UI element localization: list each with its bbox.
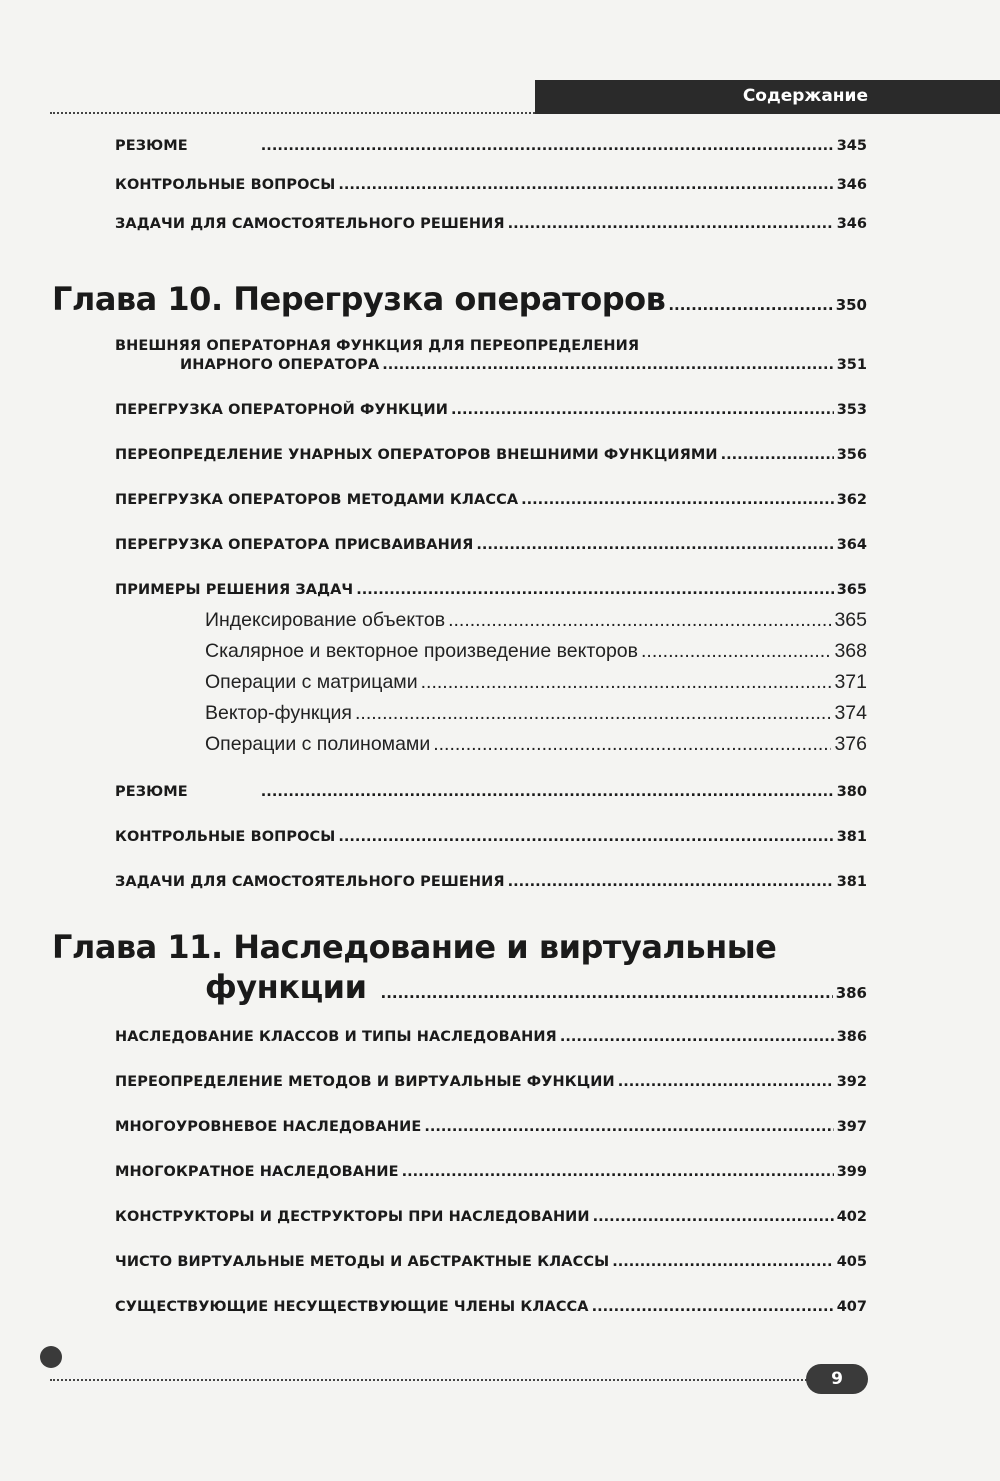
toc-entry-title: КОНТРОЛЬНЫЕ ВОПРОСЫ (115, 177, 336, 193)
toc-entry[interactable] (115, 1119, 867, 1135)
toc-entry[interactable] (115, 216, 867, 232)
toc-entry-title: ВНЕШНЯЯ ОПЕРАТОРНАЯ ФУНКЦИЯ ДЛЯ ПЕРЕОПРЕДЕЛЕНИЯ (115, 338, 640, 354)
toc-entry-title: РЕЗЮМЕ (115, 138, 188, 154)
toc-leader (261, 784, 834, 800)
toc-leader (612, 1254, 833, 1270)
toc-entry-page: 365 (836, 582, 867, 598)
running-header-title: Содержание (742, 86, 868, 106)
footer-bullet-icon (40, 1346, 62, 1368)
toc-entry-page: 399 (836, 1164, 867, 1180)
toc-leader (618, 1074, 834, 1090)
toc-leader (355, 702, 831, 725)
toc-leader (381, 984, 833, 1002)
toc-entry[interactable] (115, 138, 867, 154)
toc-leader (433, 733, 831, 756)
toc-subentry-title: Скалярное и векторное произведение векторов (205, 640, 638, 662)
header-dotted-rule (50, 112, 535, 114)
chapter-title: Глава 10. Перегрузка операторов (52, 280, 666, 318)
toc-entry-page: 381 (836, 874, 867, 890)
toc-entry-title: ПРИМЕРЫ РЕШЕНИЯ ЗАДАЧ (115, 582, 354, 598)
toc-entry-title: СУЩЕСТВУЮЩИЕ НЕСУЩЕСТВУЮЩИЕ ЧЛЕНЫ КЛАССА (115, 1299, 589, 1315)
toc-leader (338, 177, 833, 193)
toc-entry-page: 392 (836, 1074, 867, 1090)
toc-subentry-page: 376 (834, 733, 867, 755)
toc-entry[interactable] (115, 582, 867, 598)
chapter-11-title-line1[interactable]: Глава 11. Наследование и виртуальные (52, 928, 777, 966)
toc-entry-title: МНОГОУРОВНЕВОЕ НАСЛЕДОВАНИЕ (115, 1119, 422, 1135)
toc-entry-title: ПЕРЕГРУЗКА ОПЕРАТОРОВ МЕТОДАМИ КЛАССА (115, 492, 519, 508)
toc-subentry[interactable] (205, 640, 867, 663)
toc-entry[interactable] (115, 1299, 867, 1315)
toc-leader (356, 582, 833, 598)
toc-entry-page: 386 (836, 1029, 867, 1045)
toc-subentry-title: Индексирование объектов (205, 609, 446, 631)
toc-entry[interactable] (115, 1074, 867, 1090)
toc-entry[interactable] (115, 177, 867, 193)
toc-entry-page: 346 (836, 216, 867, 232)
toc-entry-title: ПЕРЕГРУЗКА ОПЕРАТОРНОЙ ФУНКЦИИ (115, 402, 449, 418)
toc-entry-page: 380 (836, 784, 867, 800)
toc-entry-page: 364 (836, 537, 867, 553)
toc-subentry[interactable] (205, 702, 867, 725)
toc-entry-title: РЕЗЮМЕ (115, 784, 188, 800)
chapter-page: 386 (835, 984, 867, 1002)
toc-leader (476, 537, 833, 553)
toc-subentry-page: 365 (834, 609, 867, 631)
toc-subentry-page: 371 (834, 671, 867, 693)
toc-leader (448, 609, 831, 632)
toc-entry-line1[interactable] (115, 338, 867, 354)
toc-entry[interactable] (115, 1209, 867, 1225)
toc-entry-title: КОНСТРУКТОРЫ И ДЕСТРУКТОРЫ ПРИ НАСЛЕДОВАНИИ (115, 1209, 590, 1225)
toc-subentry-title: Вектор-функция (205, 702, 352, 724)
chapter-11-heading[interactable] (205, 968, 867, 1006)
page-number: 9 (806, 1364, 868, 1394)
toc-leader (338, 829, 833, 845)
toc-entry-page: 356 (836, 447, 867, 463)
toc-entry-title: ЗАДАЧИ ДЛЯ САМОСТОЯТЕЛЬНОГО РЕШЕНИЯ (115, 874, 505, 890)
toc-entry-page: 405 (836, 1254, 867, 1270)
toc-entry[interactable] (115, 402, 867, 418)
toc-subentry-title: Операции с матрицами (205, 671, 418, 693)
toc-leader (593, 1209, 834, 1225)
toc-entry-page: 397 (836, 1119, 867, 1135)
toc-leader (261, 138, 834, 154)
toc-entry-page: 345 (836, 138, 867, 154)
toc-entry-page: 381 (836, 829, 867, 845)
toc-subentry-page: 374 (834, 702, 867, 724)
toc-leader (508, 216, 834, 232)
toc-entry-page: 362 (836, 492, 867, 508)
toc-leader (421, 671, 832, 694)
toc-entry-title: ЗАДАЧИ ДЛЯ САМОСТОЯТЕЛЬНОГО РЕШЕНИЯ (115, 216, 505, 232)
toc-entry-page: 353 (836, 402, 867, 418)
toc-entry[interactable] (115, 829, 867, 845)
toc-entry-title: ПЕРЕГРУЗКА ОПЕРАТОРА ПРИСВАИВАНИЯ (115, 537, 474, 553)
toc-leader (508, 874, 834, 890)
toc-leader (424, 1119, 833, 1135)
toc-entry-title: ПЕРЕОПРЕДЕЛЕНИЕ УНАРНЫХ ОПЕРАТОРОВ ВНЕШНИМИ ФУНКЦИЯМИ (115, 447, 718, 463)
toc-entry-title: МНОГОКРАТНОЕ НАСЛЕДОВАНИЕ (115, 1164, 399, 1180)
toc-entry[interactable] (115, 1164, 867, 1180)
toc-subentry-title: Операции с полиномами (205, 733, 431, 755)
toc-entry[interactable] (115, 874, 867, 890)
toc-entry-page: 351 (836, 357, 867, 373)
toc-entry[interactable] (115, 1254, 867, 1270)
running-header (535, 80, 1000, 114)
toc-subentry[interactable] (205, 671, 867, 694)
toc-entry-page: 407 (836, 1299, 867, 1315)
footer-dotted-rule (50, 1379, 810, 1381)
toc-leader (721, 447, 834, 463)
toc-entry-line2[interactable] (180, 357, 867, 373)
toc-leader (641, 640, 831, 663)
toc-subentry[interactable] (205, 733, 867, 756)
toc-entry[interactable] (115, 784, 867, 800)
chapter-page: 350 (835, 296, 867, 314)
toc-leader (521, 492, 834, 508)
toc-entry[interactable] (115, 1029, 867, 1045)
chapter-title-continued: функции (205, 968, 367, 1006)
toc-entry-title: КОНТРОЛЬНЫЕ ВОПРОСЫ (115, 829, 336, 845)
toc-leader (451, 402, 834, 418)
toc-entry-title: НАСЛЕДОВАНИЕ КЛАССОВ И ТИПЫ НАСЛЕДОВАНИЯ (115, 1029, 557, 1045)
toc-leader (592, 1299, 834, 1315)
toc-leader (402, 1164, 834, 1180)
toc-subentry[interactable] (205, 609, 867, 632)
toc-entry[interactable] (115, 492, 867, 508)
toc-entry-page: 402 (836, 1209, 867, 1225)
toc-entry[interactable] (115, 537, 867, 553)
toc-entry-title: ПЕРЕОПРЕДЕЛЕНИЕ МЕТОДОВ И ВИРТУАЛЬНЫЕ ФУНКЦИИ (115, 1074, 615, 1090)
toc-entry-page: 346 (836, 177, 867, 193)
toc-entry-title-continued: ИНАРНОГО ОПЕРАТОРА (180, 357, 380, 373)
toc-entry[interactable] (115, 447, 867, 463)
toc-leader (560, 1029, 834, 1045)
chapter-10-heading[interactable] (52, 280, 867, 318)
toc-entry-title: ЧИСТО ВИРТУАЛЬНЫЕ МЕТОДЫ И АБСТРАКТНЫЕ КЛАССЫ (115, 1254, 610, 1270)
toc-subentry-page: 368 (834, 640, 867, 662)
toc-leader (382, 357, 833, 373)
toc-leader (668, 296, 832, 314)
